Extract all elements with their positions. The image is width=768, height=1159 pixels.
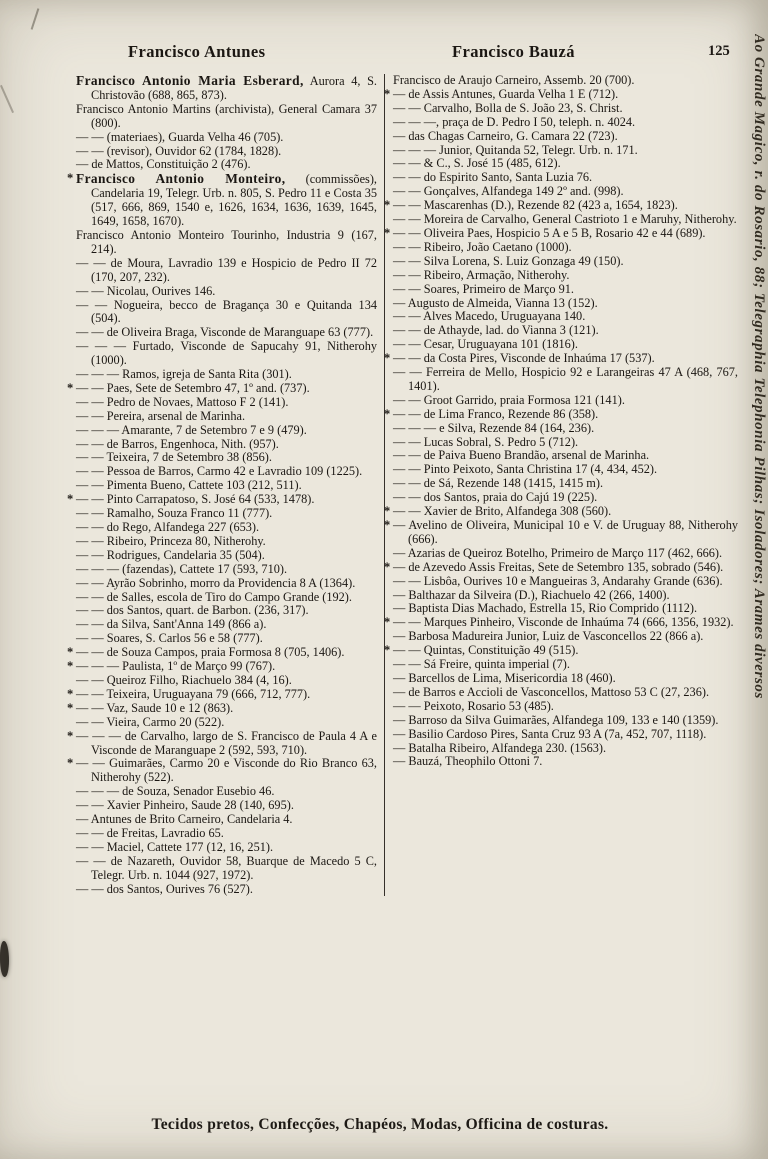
scan-artifact-mark bbox=[0, 85, 14, 113]
directory-entry: — — de Oliveira Braga, Visconde de Maranguape 63 (777). bbox=[76, 325, 374, 340]
directory-entry: — — Ayrão Sobrinho, morro da Providencia 8 A (1364). bbox=[76, 575, 356, 590]
directory-entry: — Antunes de Brito Carneiro, Candelaria 4. bbox=[76, 812, 293, 827]
directory-entry: — — de Salles, escola de Tiro do Campo Grande (192). bbox=[76, 589, 352, 604]
directory-entry: — — dos Santos, praia do Cajú 19 (225). bbox=[393, 490, 598, 505]
priority-star: * bbox=[384, 406, 391, 421]
directory-entry: — — Ribeiro, Princeza 80, Nitherohy. bbox=[76, 533, 266, 548]
directory-entry: — — Pereira, arsenal de Marinha. bbox=[76, 408, 246, 423]
directory-entry: — — Peixoto, Rosario 53 (485). bbox=[393, 698, 554, 713]
directory-entry: — — Silva Lorena, S. Luiz Gonzaga 49 (150). bbox=[393, 253, 624, 268]
priority-star: * bbox=[67, 756, 74, 771]
directory-entry: Francisco Antonio Maria Esberard, Aurora 4, S. Christovão (688, 865, 873). bbox=[76, 73, 377, 102]
directory-entry: — — Lisbôa, Ourives 10 e Mangueiras 3, Andarahy Grande (636). bbox=[393, 573, 723, 588]
directory-entry: * — — de Souza Campos, praia Formosa 8 (705, 1406). bbox=[67, 645, 345, 660]
directory-entry: — — Rodrigues, Candelaria 35 (504). bbox=[76, 547, 265, 562]
directory-entry: — Balthazar da Silveira (D.), Riachuelo 42 (266, 1400). bbox=[393, 587, 670, 602]
directory-entry: * — — Marques Pinheiro, Visconde de Inhaúma 74 (666, 1356, 1932). bbox=[384, 615, 734, 630]
priority-star: * bbox=[384, 351, 391, 366]
directory-entry: * — de Assis Antunes, Guarda Velha 1 E (712). bbox=[384, 86, 619, 101]
directory-entry: — Augusto de Almeida, Vianna 13 (152). bbox=[393, 295, 598, 310]
directory-entry: — — —, praça de D. Pedro I 50, teleph. n. 4024. bbox=[393, 114, 636, 129]
directory-entry: * — — Pinto Carrapatoso, S. José 64 (533, 1478). bbox=[67, 492, 315, 507]
directory-entry: — — Alves Macedo, Uruguayana 140. bbox=[393, 309, 586, 324]
directory-entry: * Francisco Antonio Monteiro, (commissões), Candelaria 19, Telegr. Urb. n. 805, S. Pedro 11 e Costa 35 (517, 666, 869, 1540 e, 1626, 1634, 1636, 1639, 1645, 1649, 1658, 1670). bbox=[67, 171, 377, 229]
priority-star: * bbox=[384, 518, 391, 532]
directory-entry: — — do Rego, Alfandega 227 (653). bbox=[76, 520, 260, 534]
directory-entry: — — Nogueira, becco de Bragança 30 e Quitanda 134 (504). bbox=[76, 297, 377, 326]
directory-entry: — — Ribeiro, Armação, Nitherohy. bbox=[393, 267, 570, 282]
directory-entry: — — — Ramos, igreja de Santa Rita (301). bbox=[76, 367, 292, 382]
directory-entry: * — de Azevedo Assis Freitas, Sete de Setembro 135, sobrado (546). bbox=[384, 559, 724, 574]
directory-entry: — — Queiroz Filho, Riachuelo 384 (4, 16). bbox=[76, 672, 292, 687]
directory-entry: — Barcellos de Lima, Misericordia 18 (460). bbox=[393, 670, 616, 685]
directory-entry: * — — Teixeira, Uruguayana 79 (666, 712, 777). bbox=[67, 686, 311, 701]
directory-entry: * — — Paes, Sete de Setembro 47, 1º and. (737). bbox=[67, 380, 310, 395]
directory-entry: Francisco de Araujo Carneiro, Assemb. 20 (700). bbox=[393, 73, 635, 87]
directory-entry: — de Barros e Accioli de Vasconcellos, Mattoso 53 C (27, 236). bbox=[393, 684, 710, 699]
directory-entry: — — Ribeiro, João Caetano (1000). bbox=[393, 239, 572, 254]
priority-star: * bbox=[384, 615, 391, 630]
directory-entry: * — — — de Carvalho, largo de S. Francisco de Paula 4 A e Visconde de Maranguape 2 (592, 593, 710). bbox=[67, 728, 377, 757]
page-header bbox=[0, 42, 768, 66]
directory-entry: * — — Quintas, Constituição 49 (515). bbox=[384, 643, 579, 658]
priority-star: * bbox=[67, 380, 74, 395]
directory-entry: — Batalha Ribeiro, Alfandega 230. (1563). bbox=[393, 740, 607, 755]
directory-entry: — Baptista Dias Machado, Estrella 15, Rio Comprido (1112). bbox=[393, 601, 698, 616]
directory-entry: — — Ferreira de Mello, Hospicio 92 e Larangeiras 47 A (468, 767, 1401). bbox=[393, 365, 738, 393]
priority-star: * bbox=[384, 86, 391, 101]
priority-star: * bbox=[67, 659, 74, 674]
priority-star: * bbox=[67, 728, 74, 743]
directory-entry: — — de Athayde, lad. do Vianna 3 (121). bbox=[393, 323, 599, 338]
header-left-title: Francisco Antunes bbox=[128, 42, 266, 61]
directory-entry: — — Ramalho, Souza Franco 11 (777). bbox=[76, 506, 273, 521]
scan-artifact-ink-blob bbox=[0, 941, 9, 977]
directory-entry: * — — de Lima Franco, Rezende 86 (358). bbox=[384, 406, 599, 421]
directory-entry: — Azarias de Queiroz Botelho, Primeiro de Março 117 (462, 666). bbox=[393, 545, 723, 560]
directory-entry: * — — da Costa Pires, Visconde de Inhaúma 17 (537). bbox=[384, 351, 655, 366]
entry-name-bold: Francisco Antonio Maria Esberard, bbox=[76, 73, 304, 88]
directory-entry: — — Pimenta Bueno, Cattete 103 (212, 511). bbox=[76, 478, 302, 493]
margin-vertical-advertisement: Ao Grande Magico, r. do Rosario, 88; Telegraphia Telephonia Pilhas; Isoladores; Arames diversos bbox=[751, 34, 767, 699]
directory-entry: — — Lucas Sobral, S. Pedro 5 (712). bbox=[393, 434, 579, 449]
directory-entry: — — Sá Freire, quinta imperial (7). bbox=[393, 657, 570, 672]
directory-entry: — — Moreira de Carvalho, General Castrioto 1 e Maruhy, Nitherohy. bbox=[393, 212, 737, 227]
directory-entry: — das Chagas Carneiro, G. Camara 22 (723). bbox=[393, 128, 618, 143]
directory-entry: — — do Espirito Santo, Santa Luzia 76. bbox=[393, 170, 593, 185]
directory-entry: — — dos Santos, quart. de Barbon. (236, 317). bbox=[76, 603, 309, 618]
directory-entry: — — Soares, S. Carlos 56 e 58 (777). bbox=[76, 631, 263, 646]
directory-entry: — — Teixeira, 7 de Setembro 38 (856). bbox=[76, 450, 272, 465]
priority-star: * bbox=[67, 171, 74, 186]
directory-entry: — Barbosa Madureira Junior, Luiz de Vasconcellos 22 (866 a). bbox=[393, 629, 704, 644]
directory-entry: * — — — Paulista, 1º de Março 99 (767). bbox=[67, 659, 276, 674]
right-column bbox=[385, 74, 742, 896]
priority-star: * bbox=[67, 492, 74, 507]
priority-star: * bbox=[384, 225, 391, 240]
directory-entry: — — Cesar, Uruguayana 101 (1816). bbox=[393, 337, 578, 352]
directory-entry: — — — Junior, Quitanda 52, Telegr. Urb. n. 171. bbox=[393, 142, 638, 157]
directory-entry: — — (materiaes), Guarda Velha 46 (705). bbox=[76, 129, 284, 144]
directory-entry: — — Pinto Peixoto, Santa Christina 17 (4, 434, 452). bbox=[393, 462, 658, 477]
priority-star: * bbox=[384, 504, 391, 519]
directory-entry: — — Gonçalves, Alfandega 149 2º and. (998). bbox=[393, 184, 624, 199]
directory-entry: Francisco Antonio Monteiro Tourinho, Industria 9 (167, 214). bbox=[76, 227, 377, 256]
priority-star: * bbox=[384, 198, 391, 213]
directory-entry: — — Nicolau, Ourives 146. bbox=[76, 283, 216, 298]
directory-entry: — — & C., S. José 15 (485, 612). bbox=[393, 156, 561, 171]
directory-entry: — — da Silva, Sant'Anna 149 (866 a). bbox=[76, 617, 267, 632]
directory-entry: — — Pedro de Novaes, Mattoso F 2 (141). bbox=[76, 394, 289, 409]
priority-star: * bbox=[67, 645, 74, 660]
directory-entry: — — de Nazareth, Ouvidor 58, Buarque de Macedo 5 C, Telegr. Urb. n. 1044 (927, 1972). bbox=[76, 853, 377, 882]
scan-artifact-mark bbox=[31, 8, 40, 30]
directory-entry: * — — Oliveira Paes, Hospicio 5 A e 5 B, Rosario 42 e 44 (689). bbox=[384, 225, 706, 240]
directory-entry: — — (revisor), Ouvidor 62 (1784, 1828). bbox=[76, 143, 282, 158]
directory-entry: * — Avelino de Oliveira, Municipal 10 e V. de Uruguay 88, Nitherohy (666). bbox=[384, 518, 738, 546]
directory-entry: — Bauzá, Theophilo Ottoni 7. bbox=[393, 754, 543, 769]
directory-entry: — — dos Santos, Ourives 76 (527). bbox=[76, 881, 253, 896]
directory-entry: — — de Barros, Engenhoca, Nith. (957). bbox=[76, 436, 279, 451]
directory-entry: — — Carvalho, Bolla de S. João 23, S. Christ. bbox=[393, 100, 623, 115]
directory-entry: — — de Freitas, Lavradio 65. bbox=[76, 825, 224, 840]
directory-entry: * — — Vaz, Saude 10 e 12 (863). bbox=[67, 700, 234, 715]
left-column bbox=[66, 74, 384, 896]
directory-entry: — — — Amarante, 7 de Setembro 7 e 9 (479). bbox=[76, 422, 307, 437]
directory-entry: — — — e Silva, Rezende 84 (164, 236). bbox=[393, 420, 595, 435]
entry-name-bold: Francisco Antonio Monteiro, bbox=[76, 171, 286, 187]
directory-entry: — — de Paiva Bueno Brandão, arsenal de Marinha. bbox=[393, 448, 650, 463]
directory-entry: — — — (fazendas), Cattete 17 (593, 710). bbox=[76, 561, 288, 576]
page-number: 125 bbox=[708, 43, 730, 59]
priority-star: * bbox=[384, 559, 391, 574]
directory-entry: * — — Mascarenhas (D.), Rezende 82 (423 a, 1654, 1823). bbox=[384, 198, 678, 213]
directory-entry: Francisco Antonio Martins (archivista), General Camara 37 (800). bbox=[76, 101, 377, 130]
directory-entry: — — Maciel, Cattete 177 (12, 16, 251). bbox=[76, 839, 274, 854]
directory-entry: — Barroso da Silva Guimarães, Alfandega 109, 133 e 140 (1359). bbox=[393, 712, 719, 727]
directory-entry: * — — Guimarães, Carmo 20 e Visconde do Rio Branco 63, Nitherohy (522). bbox=[67, 756, 377, 785]
directory-entry: — — Pessoa de Barros, Carmo 42 e Lavradio 109 (1225). bbox=[76, 464, 363, 479]
priority-star: * bbox=[67, 686, 74, 701]
directory-entry: — — Vieira, Carmo 20 (522). bbox=[76, 714, 225, 729]
directory-columns bbox=[66, 74, 742, 896]
directory-entry: — — Xavier Pinheiro, Saude 28 (140, 695). bbox=[76, 798, 294, 813]
footer-advertisement: Tecidos pretos, Confecções, Chapéos, Modas, Officina de costuras. bbox=[151, 1116, 609, 1133]
priority-star: * bbox=[384, 643, 391, 658]
directory-entry: — — — de Souza, Senador Eusebio 46. bbox=[76, 784, 275, 799]
directory-entry: — — de Sá, Rezende 148 (1415, 1415 m). bbox=[393, 476, 604, 491]
header-right-title: Francisco Bauzá bbox=[452, 42, 575, 61]
directory-entry: — de Mattos, Constituição 2 (476). bbox=[76, 157, 251, 172]
directory-entry: — — Soares, Primeiro de Março 91. bbox=[393, 281, 575, 296]
directory-entry: — — Groot Garrido, praia Formosa 121 (141). bbox=[393, 392, 625, 407]
directory-entry: — — — Furtado, Visconde de Sapucahy 91, Nitherohy (1000). bbox=[76, 339, 377, 368]
directory-entry: — Basilio Cardoso Pires, Santa Cruz 93 A (7a, 452, 707, 1118). bbox=[393, 726, 707, 741]
directory-entry: * — — Xavier de Brito, Alfandega 308 (560). bbox=[384, 504, 612, 519]
directory-entry: — — de Moura, Lavradio 139 e Hospicio de Pedro II 72 (170, 207, 232). bbox=[76, 255, 377, 284]
priority-star: * bbox=[67, 700, 74, 715]
